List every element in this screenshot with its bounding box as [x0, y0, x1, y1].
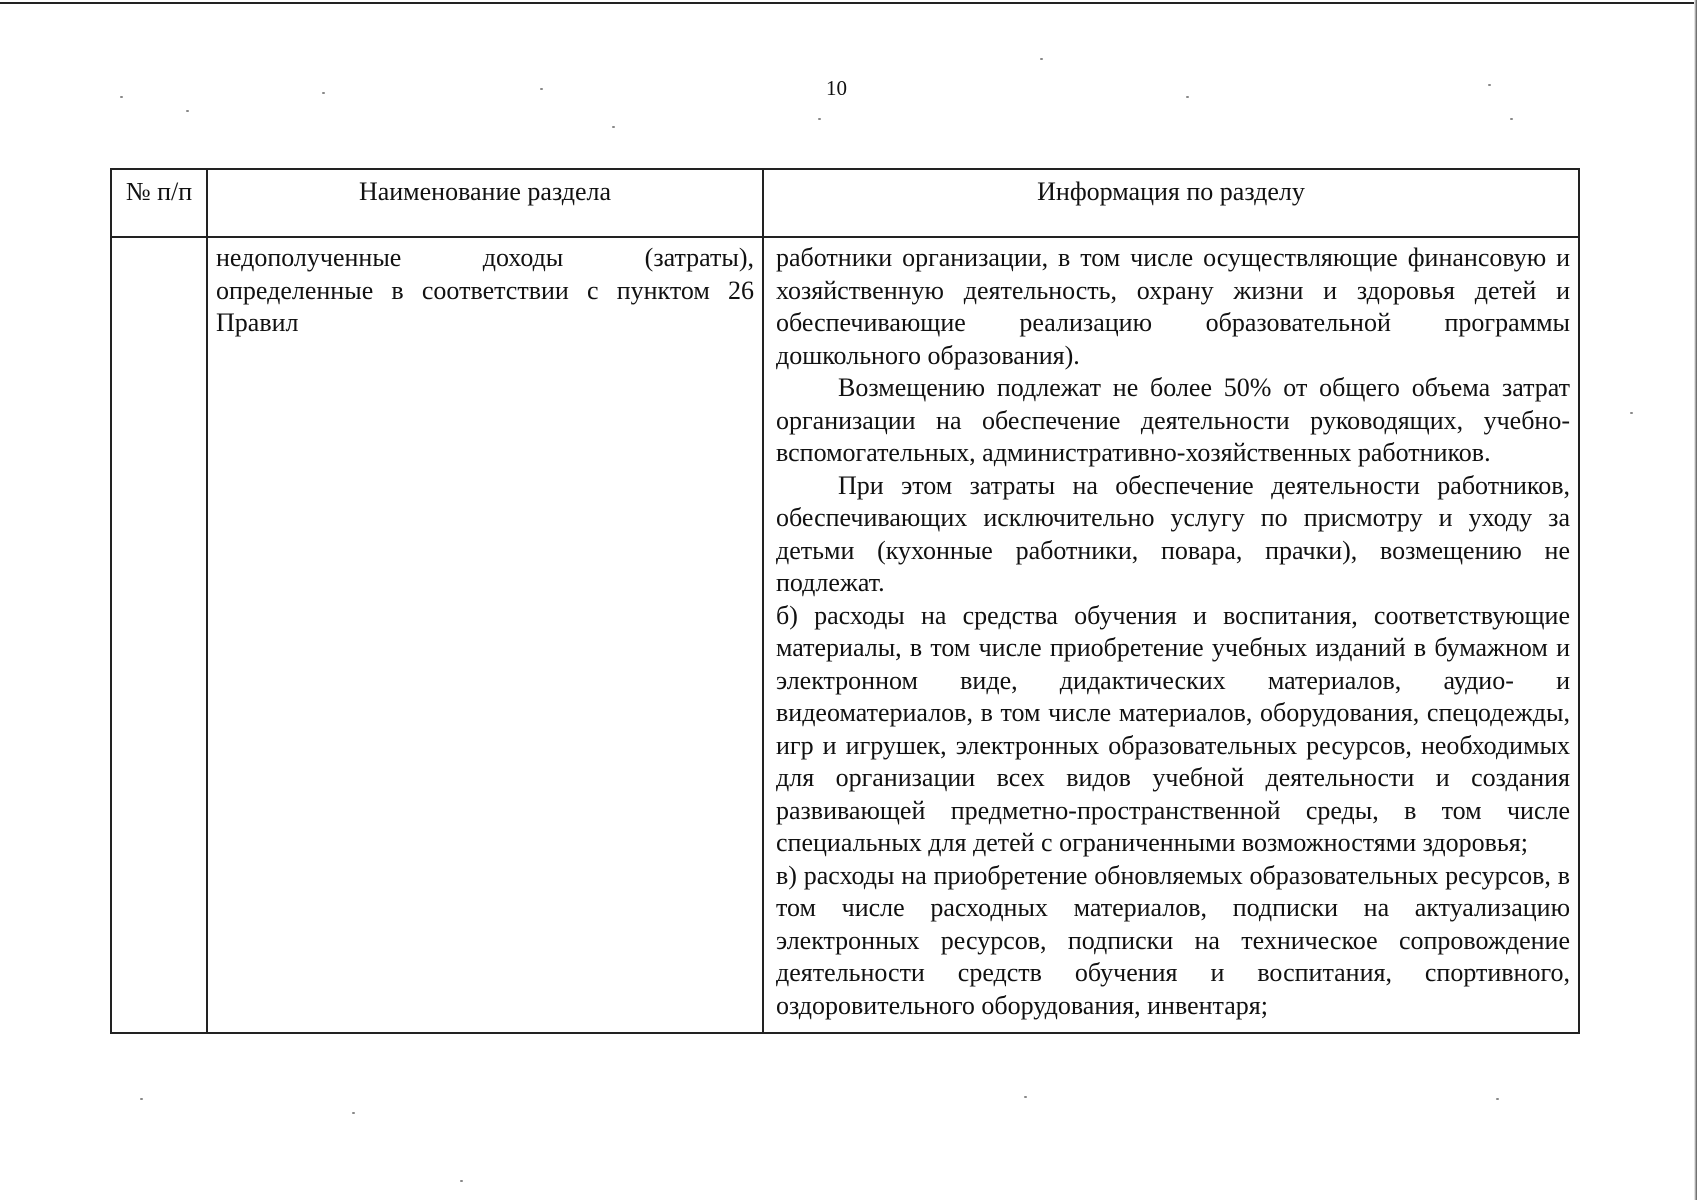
- row-number-cell: [111, 237, 207, 1033]
- scan-edge-top: [0, 2, 1697, 4]
- info-paragraph: При этом затраты на обеспечение деятельности работников, обеспечивающих исключительно услугу по присмотру и уходу за детьми (кухонные работники, повара, прачки), возмещению не подлежат.: [776, 470, 1570, 597]
- info-paragraph: Возмещению подлежат не более 50% от общего объема затрат организации на обеспечение деятельности руководящих, учебно-вспомогательных, административно-хозяйственных работников.: [776, 373, 1570, 467]
- info-paragraph: б) расходы на средства обучения и воспитания, соответствующие материалы, в том числе приобретение учебных изданий в бумажном и электронном виде, дидактических материалов, аудио- и видеоматериалов, в том числе материалов, оборудования, спецодежды, игр и игрушек, электронных образовательных ресурсов, необходимых для организации всех видов учебной деятельности и создания развивающей предметно-пространственной среды, в том числе специальных для детей с ограниченными возможностями здоровья;: [776, 600, 1570, 857]
- table-header-row: [111, 169, 1579, 237]
- page-number: 10: [826, 76, 847, 100]
- table-row: [111, 237, 1579, 1033]
- header-section-info: Информация по разделу: [763, 169, 1579, 237]
- section-name-cell: недополученные доходы (затраты), определенные в соответствии с пунктом 26 Правил: [207, 237, 763, 1033]
- section-info-cell: [763, 237, 1579, 1033]
- header-section-name: Наименование раздела: [207, 169, 763, 237]
- header-number: № п/п: [111, 169, 207, 237]
- document-table: [110, 168, 1580, 1034]
- info-paragraph: работники организации, в том числе осуществляющие финансовую и хозяйственную деятельность, охрану жизни и здоровья детей и обеспечивающие реализацию образовательной программы дошкольного образования).: [776, 243, 1570, 370]
- info-paragraph: в) расходы на приобретение обновляемых образовательных ресурсов, в том числе расходных материалов, подписки на актуализацию электронных ресурсов, подписки на техническое сопровождение деятельности средств обучения и воспитания, спортивного, оздоровительного оборудования, инвентаря;: [776, 860, 1570, 1020]
